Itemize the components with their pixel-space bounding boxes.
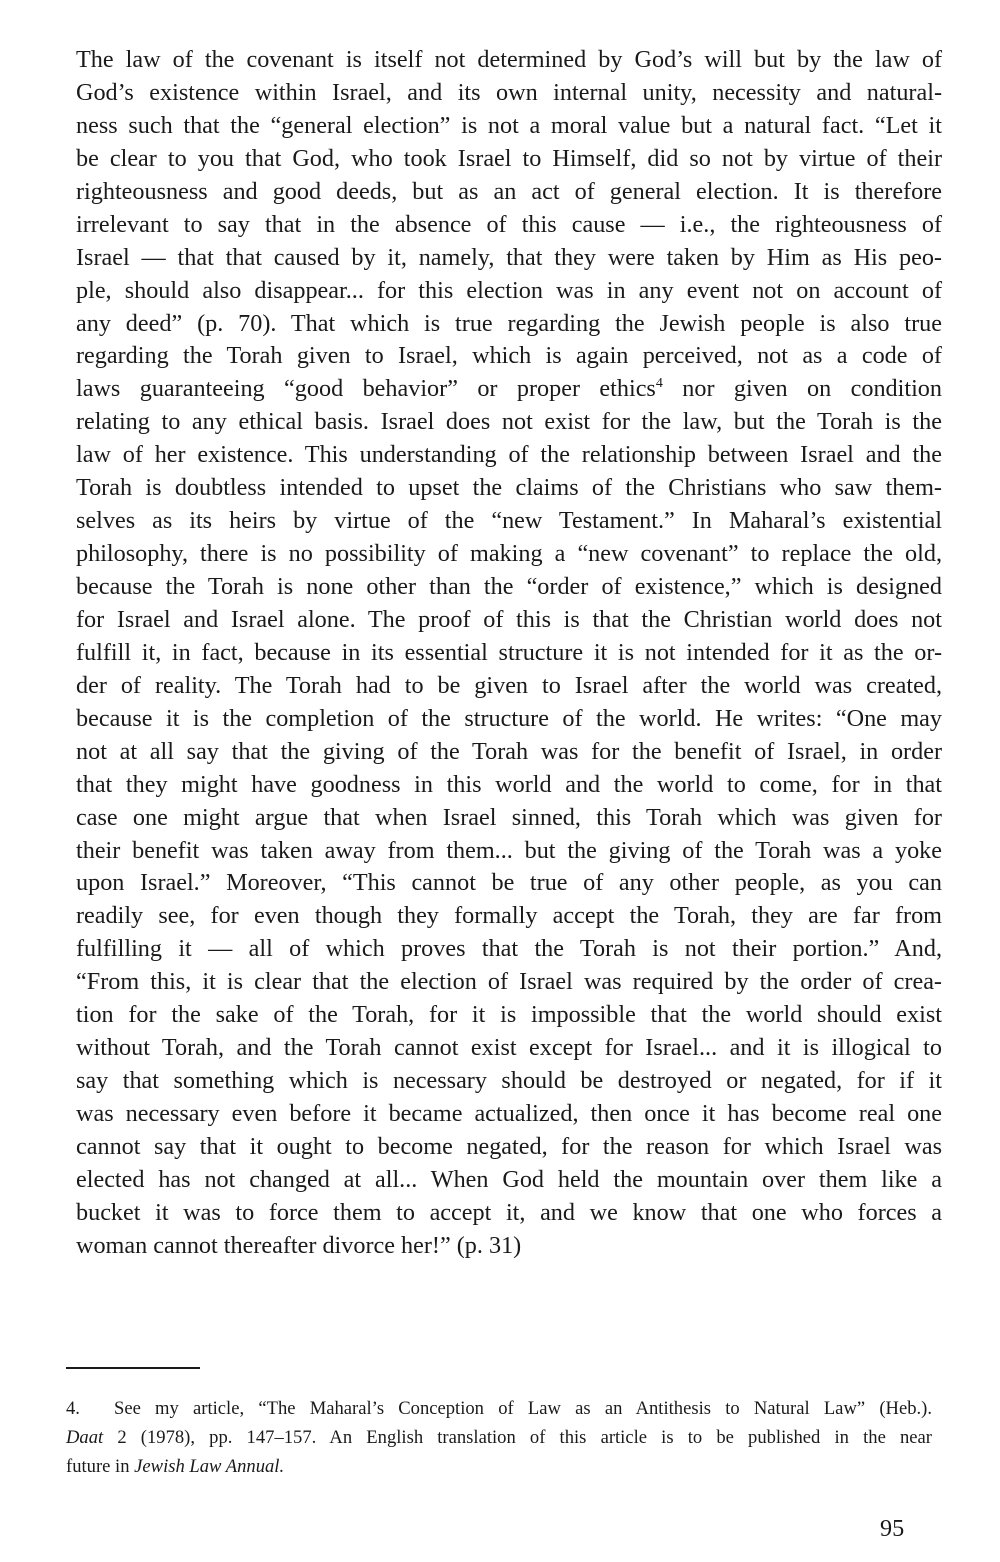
text-line: readily see, for even though they formally accept the Torah, they are far from <box>76 902 942 930</box>
text-line: regarding the Torah given to Israel, which is again perceived, not as a code of <box>76 342 942 370</box>
text-line: righteousness and good deeds, but as an act of general election. It is therefore <box>76 177 942 205</box>
text-line: Torah is doubtless intended to upset the claims of the Christians who saw them- <box>76 474 942 502</box>
text-line: because the Torah is none other than the “order of existence,” which is designed <box>76 573 942 600</box>
journal-title: Daat <box>66 1427 104 1448</box>
text-line: philosophy, there is no possibility of making a “new covenant” to replace the old, <box>76 540 942 568</box>
body-text <box>76 44 942 1263</box>
text-line: because it is the completion of the structure of the world. He writes: “One may <box>76 704 942 732</box>
text-line: tion for the sake of the Torah, for it is impossible that the world should exist <box>76 1001 942 1029</box>
text-line: their benefit was taken away from them... but the giving of the Torah was a yoke <box>76 836 942 864</box>
text-line: bucket it was to force them to accept it, and we know that one who forces a <box>76 1198 942 1226</box>
text-line: elected has not changed at all... When God held the mountain over them like a <box>76 1165 942 1193</box>
text-line: any deed” (p. 70). That which is true regarding the Jewish people is also true <box>76 309 942 337</box>
text-line: der of reality. The Torah had to be given to Israel after the world was created, <box>76 671 942 699</box>
text-line: woman cannot thereafter divorce her!” (p. 31) <box>76 1231 522 1259</box>
footnote <box>66 1394 932 1481</box>
text-line: say that something which is necessary should be destroyed or negated, for if it <box>76 1067 942 1095</box>
footnote-number: 4. <box>66 1398 80 1419</box>
text-line: relating to any ethical basis. Israel does not exist for the law, but the Torah is the <box>76 408 942 436</box>
footnote-line <box>66 1423 932 1452</box>
text-line: irrelevant to say that in the absence of this cause — i.e., the righteousness of <box>76 210 942 238</box>
footnote-line <box>66 1452 932 1481</box>
text-line: case one might argue that when Israel sinned, this Torah which was given for <box>76 803 942 831</box>
footnote-divider <box>66 1367 200 1369</box>
text-segment: laws guaranteeing “good behavior” or proper ethics <box>76 375 656 403</box>
text-line: fulfilling it — all of which proves that the Torah is not their portion.” And, <box>76 935 942 963</box>
text-line: cannot say that it ought to become negated, for the reason for which Israel was <box>76 1132 942 1160</box>
text-line: without Torah, and the Torah cannot exist except for Israel... and it is illogical to <box>76 1034 942 1062</box>
text-line: for Israel and Israel alone. The proof of this is that the Christian world does not <box>76 605 942 633</box>
journal-title: Jewish Law Annual. <box>134 1456 285 1477</box>
text-segment: nor given on condition <box>662 375 942 403</box>
footnote-text: future in <box>66 1456 135 1477</box>
text-line: Israel — that that caused by it, namely, that they were taken by Him as His peo- <box>76 243 942 271</box>
text-line: God’s existence within Israel, and its own internal unity, necessity and natural- <box>76 78 942 106</box>
text-line: be clear to you that God, who took Israel to Himself, did so not by virtue of their <box>76 144 942 172</box>
text-line: was necessary even before it became actualized, then once it has become real one <box>76 1100 942 1127</box>
footnote-line <box>66 1394 932 1423</box>
footnote-text: See my article, “The Maharal’s Conception of Law as an Antithesis to Natural Law” (Heb.). <box>114 1398 932 1419</box>
text-line: “From this, it is clear that the election of Israel was required by the order of crea- <box>76 968 942 996</box>
footnote-reference[interactable]: 4 <box>655 376 663 392</box>
text-line: selves as its heirs by virtue of the “new Testament.” In Maharal’s existential <box>76 507 942 535</box>
text-line: fulfill it, in fact, because in its essential structure it is not intended for it as the or- <box>76 638 942 666</box>
text-line: ness such that the “general election” is not a moral value but a natural fact. “Let it <box>76 111 942 139</box>
text-line: The law of the covenant is itself not determined by God’s will but by the law of <box>76 46 942 73</box>
text-line: that they might have goodness in this world and the world to come, for in that <box>76 770 942 798</box>
text-line: upon Israel.” Moreover, “This cannot be true of any other people, as you can <box>76 869 942 897</box>
page-number: 95 <box>880 1515 905 1542</box>
text-line: law of her existence. This understanding of the relationship between Israel and the <box>76 441 942 469</box>
text-line: not at all say that the giving of the Torah was for the benefit of Israel, in order <box>76 737 942 765</box>
text-line: ple, should also disappear... for this election was in any event not on account of <box>76 276 942 304</box>
text-line-with-footnote-ref <box>76 373 942 406</box>
footnote-text: 2 (1978), pp. 147–157. An English translation of this article is to be published in the near <box>103 1427 932 1448</box>
